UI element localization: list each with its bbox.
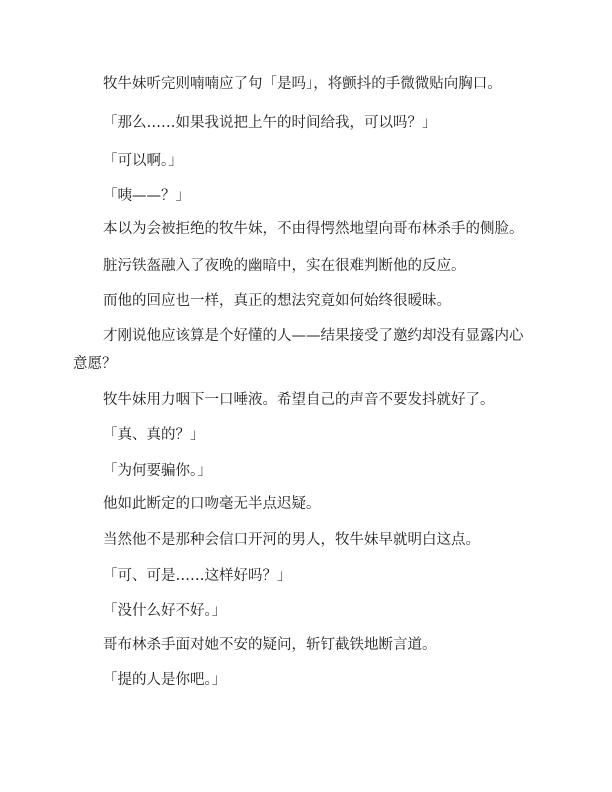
paragraph: 「可以啊。」 <box>103 153 183 169</box>
paragraph: 而他的回应也一样，真正的想法究竟如何始终很暧昧。 <box>103 293 451 309</box>
paragraph: 当然他不是那种会信口开河的男人，牧牛妹早就明白这点。 <box>103 532 480 548</box>
paragraph: 牧牛妹听完则喃喃应了句「是吗」，将颤抖的手微微贴向胸口。 <box>103 76 502 92</box>
paragraph: 「提的人是你吧。」 <box>103 672 227 688</box>
paragraph: 哥布林杀手面对她不安的疑问，斩钉截铁地断言道。 <box>103 637 437 653</box>
paragraph-continuation: 意愿？ <box>73 356 117 372</box>
paragraph: 「真、真的？」 <box>103 427 205 443</box>
paragraph: 「没什么好不好。」 <box>103 603 227 619</box>
paragraph: 「可、可是……这样好吗？」 <box>103 568 292 584</box>
paragraph: 脏污铁盔融入了夜晚的幽暗中，实在很难判断他的反应。 <box>103 258 466 274</box>
paragraph: 「为何要骗你。」 <box>103 463 212 479</box>
paragraph: 牧牛妹用力咽下一口唾液。希望自己的声音不要发抖就好了。 <box>103 392 495 408</box>
paragraph: 本以为会被拒绝的牧牛妹，不由得愕然地望向哥布林杀手的侧脸。 <box>103 221 524 237</box>
paragraph: 「那么……如果我说把上午的时间给我，可以吗？」 <box>103 115 437 131</box>
paragraph: 他如此断定的口吻毫无半点迟疑。 <box>103 496 321 512</box>
paragraph: 「咦——？」 <box>103 188 190 204</box>
paragraph: 才刚说他应该算是个好懂的人——结果接受了邀约却没有显露内心 <box>103 328 524 344</box>
